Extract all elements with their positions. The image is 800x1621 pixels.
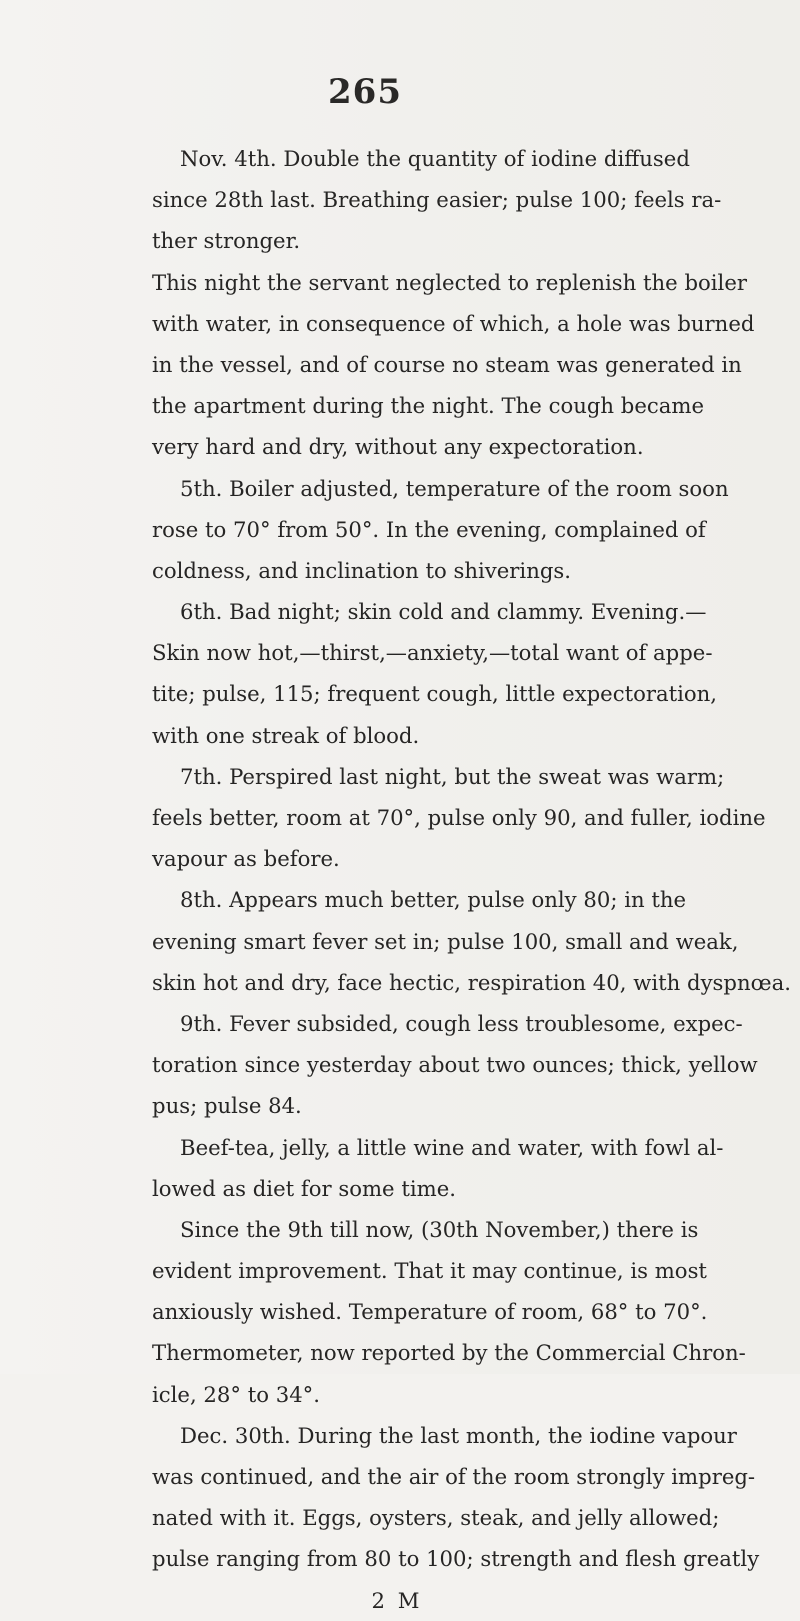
- text-line: was continued, and the air of the room strongly impreg-: [152, 1464, 756, 1489]
- text-line: Skin now hot,—thirst,—anxiety,—total want of appe-: [152, 640, 713, 666]
- signature-mark: 2 M: [371, 1587, 423, 1613]
- text-line: Nov. 4th. Double the quantity of iodine diffused: [180, 146, 690, 171]
- text-line: icle, 28° to 34°.: [152, 1381, 321, 1407]
- text-line: pus; pulse 84.: [152, 1093, 302, 1119]
- text-line: 8th. Appears much better, pulse only 80; in the: [180, 887, 687, 913]
- text-line: feels better, room at 70°, pulse only 90, and fuller, iodine: [152, 805, 766, 830]
- text-line: rose to 70° from 50°. In the evening, complained of: [152, 516, 706, 542]
- page-number: 265: [328, 72, 402, 112]
- text-line: pulse ranging from 80 to 100; strength and flesh greatly: [152, 1546, 760, 1572]
- text-line: very hard and dry, without any expectoration.: [152, 434, 644, 460]
- text-line: Dec. 30th. During the last month, the iodine vapour: [180, 1422, 737, 1448]
- body-text: [152, 138, 791, 1621]
- text-line: vapour as before.: [152, 846, 340, 872]
- text-line: tite; pulse, 115; frequent cough, little expectoration,: [152, 681, 718, 707]
- text-line: ther stronger.: [152, 228, 301, 254]
- text-line: toration since yesterday about two ounces; thick, yellow: [152, 1052, 758, 1078]
- text-line: Beef-tea, jelly, a little wine and water, with fowl al-: [180, 1134, 724, 1160]
- text-line: the apartment during the night. The cough became: [152, 393, 705, 419]
- text-line: anxiously wished. Temperature of room, 68° to 70°.: [152, 1299, 708, 1325]
- text-line: in the vessel, and of course no steam was generated in: [152, 351, 742, 377]
- text-line: nated with it. Eggs, oysters, steak, and jelly allowed;: [152, 1505, 720, 1531]
- text-line: skin hot and dry, face hectic, respiration 40, with dyspnœa.: [152, 969, 791, 995]
- text-line: coldness, and inclination to shiverings.: [152, 557, 572, 583]
- text-line: 9th. Fever subsided, cough less troublesome, expec-: [180, 1010, 743, 1036]
- text-line: with water, in consequence of which, a hole was burned: [152, 310, 755, 336]
- text-line: with one streak of blood.: [152, 722, 420, 748]
- text-line: 6th. Bad night; skin cold and clammy. Evening.—: [180, 599, 707, 625]
- text-line: This night the servant neglected to replenish the boiler: [152, 269, 747, 295]
- text-line: Thermometer, now reported by the Commercial Chron-: [152, 1340, 746, 1366]
- text-line: lowed as diet for some time.: [152, 1175, 456, 1201]
- text-line: since 28th last. Breathing easier; pulse 100; feels ra-: [152, 187, 722, 213]
- text-line: 7th. Perspired last night, but the sweat was warm;: [180, 763, 725, 789]
- text-line: 5th. Boiler adjusted, temperature of the room soon: [180, 475, 729, 501]
- text-line: evening smart fever set in; pulse 100, small and weak,: [152, 928, 739, 954]
- text-line: evident improvement. That it may continue, is most: [152, 1258, 707, 1284]
- text-line: Since the 9th till now, (30th November,) there is: [180, 1216, 699, 1242]
